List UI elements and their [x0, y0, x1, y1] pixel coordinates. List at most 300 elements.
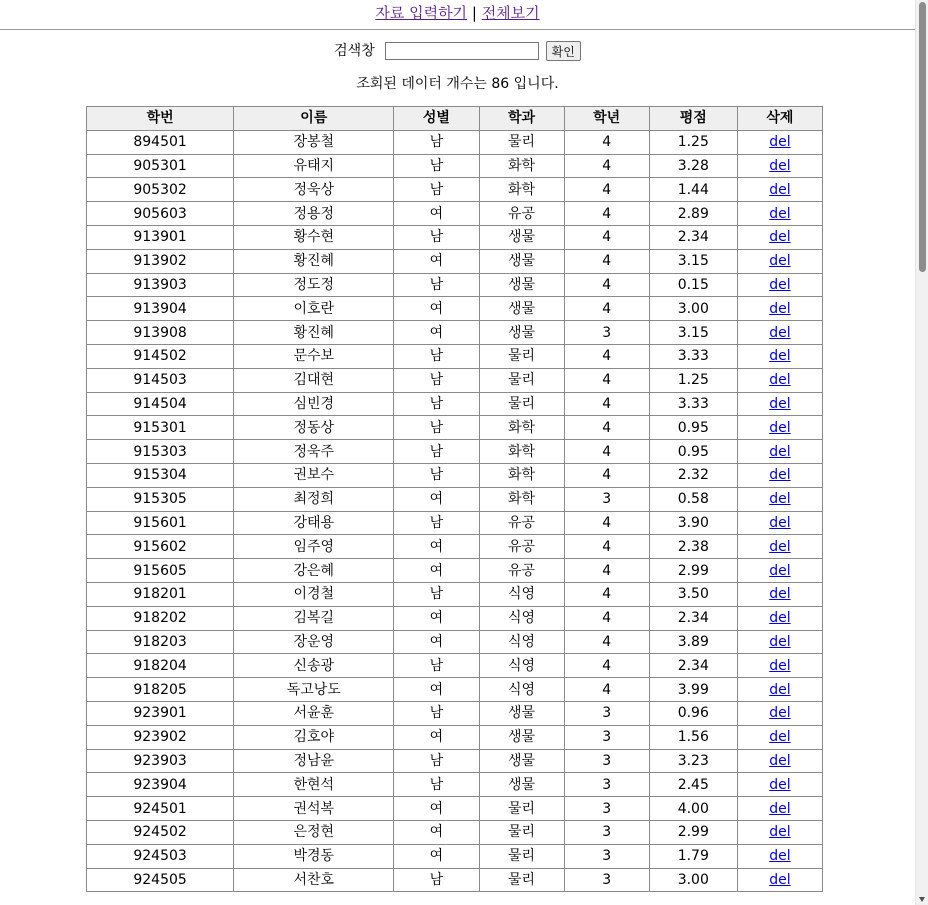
cell-department: 생물 [479, 225, 564, 249]
delete-link[interactable]: del [769, 681, 791, 698]
cell-department: 물리 [479, 844, 564, 868]
student-table [86, 106, 823, 892]
cell-name: 독고낭도 [234, 678, 394, 702]
table-row [87, 416, 823, 440]
cell-grade: 4 [564, 440, 649, 464]
header-gpa: 평점 [649, 107, 737, 131]
delete-link[interactable]: del [769, 729, 791, 746]
cell-gender: 여 [394, 678, 479, 702]
cell-gender: 남 [394, 368, 479, 392]
cell-student-id: 913903 [87, 273, 234, 297]
cell-name: 김복길 [234, 606, 394, 630]
table-body [87, 130, 823, 892]
cell-student-id: 918201 [87, 582, 234, 606]
cell-student-id: 918202 [87, 606, 234, 630]
cell-grade: 4 [564, 392, 649, 416]
table-row [87, 463, 823, 487]
cell-gpa: 3.90 [649, 511, 737, 535]
cell-delete [737, 463, 822, 487]
cell-grade: 3 [564, 820, 649, 844]
table-row [87, 559, 823, 583]
delete-link[interactable]: del [769, 181, 791, 198]
scrollbar-thumb[interactable] [919, 2, 926, 272]
cell-student-id: 915305 [87, 487, 234, 511]
cell-department: 화학 [479, 154, 564, 178]
cell-student-id: 915304 [87, 463, 234, 487]
cell-student-id: 914503 [87, 368, 234, 392]
cell-delete [737, 178, 822, 202]
cell-grade: 4 [564, 249, 649, 273]
table-row [87, 868, 823, 892]
cell-name: 황진혜 [234, 321, 394, 345]
delete-link[interactable]: del [769, 800, 791, 817]
cell-gpa: 2.34 [649, 225, 737, 249]
cell-student-id: 905301 [87, 154, 234, 178]
table-row [87, 297, 823, 321]
delete-link[interactable]: del [769, 300, 791, 317]
cell-student-id: 913904 [87, 297, 234, 321]
cell-student-id: 913908 [87, 321, 234, 345]
cell-name: 정용정 [234, 202, 394, 226]
cell-name: 권보수 [234, 463, 394, 487]
cell-gpa: 2.34 [649, 606, 737, 630]
cell-name: 정남윤 [234, 749, 394, 773]
cell-student-id: 894501 [87, 130, 234, 154]
cell-delete [737, 368, 822, 392]
search-form [0, 40, 915, 62]
nav-divider [0, 29, 915, 30]
table-row [87, 249, 823, 273]
cell-gender: 여 [394, 630, 479, 654]
cell-department: 생물 [479, 773, 564, 797]
cell-gender: 남 [394, 463, 479, 487]
cell-student-id: 915301 [87, 416, 234, 440]
cell-delete [737, 797, 822, 821]
cell-name: 정욱주 [234, 440, 394, 464]
cell-department: 유공 [479, 535, 564, 559]
cell-department: 생물 [479, 273, 564, 297]
cell-grade: 4 [564, 678, 649, 702]
cell-name: 김호야 [234, 725, 394, 749]
cell-name: 김대현 [234, 368, 394, 392]
table-row [87, 535, 823, 559]
cell-gpa: 2.32 [649, 463, 737, 487]
cell-department: 화학 [479, 440, 564, 464]
cell-gpa: 2.45 [649, 773, 737, 797]
cell-gender: 남 [394, 344, 479, 368]
cell-student-id: 923903 [87, 749, 234, 773]
cell-gpa: 0.58 [649, 487, 737, 511]
table-row [87, 749, 823, 773]
cell-name: 유태지 [234, 154, 394, 178]
cell-gpa: 0.96 [649, 701, 737, 725]
search-input[interactable] [385, 42, 539, 60]
cell-gender: 남 [394, 440, 479, 464]
cell-delete [737, 440, 822, 464]
cell-name: 임주영 [234, 535, 394, 559]
cell-delete [737, 202, 822, 226]
nav-separator: | [471, 4, 477, 22]
cell-department: 물리 [479, 392, 564, 416]
cell-grade: 4 [564, 463, 649, 487]
delete-link[interactable]: del [769, 253, 791, 270]
cell-gpa: 0.95 [649, 416, 737, 440]
cell-department: 화학 [479, 463, 564, 487]
cell-gpa: 4.00 [649, 797, 737, 821]
delete-link[interactable]: del [769, 586, 791, 603]
cell-delete [737, 321, 822, 345]
cell-student-id: 924502 [87, 820, 234, 844]
result-count-text: 조회된 데이터 개수는 86 입니다. [356, 76, 559, 92]
cell-grade: 4 [564, 535, 649, 559]
cell-gpa: 2.38 [649, 535, 737, 559]
table-row [87, 368, 823, 392]
cell-name: 신송광 [234, 654, 394, 678]
cell-department: 화학 [479, 416, 564, 440]
cell-gpa: 3.89 [649, 630, 737, 654]
cell-gender: 남 [394, 749, 479, 773]
table-row [87, 225, 823, 249]
scroll-down-arrow-icon[interactable] [919, 897, 925, 902]
delete-link[interactable]: del [769, 705, 791, 722]
cell-name: 은정현 [234, 820, 394, 844]
cell-department: 식영 [479, 654, 564, 678]
cell-gpa: 3.28 [649, 154, 737, 178]
cell-grade: 3 [564, 725, 649, 749]
table-row [87, 202, 823, 226]
cell-department: 식영 [479, 630, 564, 654]
cell-student-id: 923904 [87, 773, 234, 797]
cell-gpa: 2.99 [649, 559, 737, 583]
cell-student-id: 915601 [87, 511, 234, 535]
cell-student-id: 918205 [87, 678, 234, 702]
cell-grade: 4 [564, 654, 649, 678]
cell-department: 화학 [479, 178, 564, 202]
cell-gpa: 3.33 [649, 344, 737, 368]
cell-delete [737, 654, 822, 678]
cell-delete [737, 130, 822, 154]
delete-link[interactable]: del [769, 538, 791, 555]
cell-gender: 남 [394, 225, 479, 249]
cell-name: 한현석 [234, 773, 394, 797]
cell-delete [737, 773, 822, 797]
cell-grade: 4 [564, 178, 649, 202]
cell-student-id: 918203 [87, 630, 234, 654]
header-department: 학과 [479, 107, 564, 131]
cell-delete [737, 701, 822, 725]
cell-gpa: 0.95 [649, 440, 737, 464]
delete-link[interactable]: del [769, 229, 791, 246]
cell-student-id: 913902 [87, 249, 234, 273]
cell-delete [737, 582, 822, 606]
header-name: 이름 [234, 107, 394, 131]
delete-link[interactable]: del [769, 443, 791, 460]
cell-grade: 4 [564, 273, 649, 297]
cell-gender: 남 [394, 273, 479, 297]
cell-gpa: 0.15 [649, 273, 737, 297]
cell-grade: 4 [564, 559, 649, 583]
cell-delete [737, 678, 822, 702]
cell-gpa: 3.50 [649, 582, 737, 606]
delete-link[interactable]: del [769, 514, 791, 531]
cell-name: 이호란 [234, 297, 394, 321]
cell-grade: 4 [564, 130, 649, 154]
cell-delete [737, 344, 822, 368]
table-row [87, 321, 823, 345]
cell-grade: 3 [564, 701, 649, 725]
cell-name: 황수현 [234, 225, 394, 249]
cell-grade: 4 [564, 582, 649, 606]
cell-name: 서윤훈 [234, 701, 394, 725]
delete-link[interactable]: del [769, 610, 791, 627]
cell-gender: 여 [394, 202, 479, 226]
delete-link[interactable]: del [769, 633, 791, 650]
cell-name: 박경동 [234, 844, 394, 868]
cell-grade: 4 [564, 154, 649, 178]
cell-gpa: 3.00 [649, 868, 737, 892]
cell-student-id: 924501 [87, 797, 234, 821]
table-row [87, 606, 823, 630]
cell-gpa: 1.79 [649, 844, 737, 868]
cell-name: 최정희 [234, 487, 394, 511]
cell-gender: 남 [394, 416, 479, 440]
cell-delete [737, 606, 822, 630]
cell-name: 문수보 [234, 344, 394, 368]
cell-grade: 3 [564, 773, 649, 797]
cell-gender: 여 [394, 606, 479, 630]
table-row [87, 178, 823, 202]
cell-department: 생물 [479, 297, 564, 321]
cell-grade: 3 [564, 868, 649, 892]
header-grade: 학년 [564, 107, 649, 131]
top-nav [0, 0, 915, 24]
cell-gender: 남 [394, 130, 479, 154]
cell-student-id: 924505 [87, 868, 234, 892]
cell-gender: 여 [394, 535, 479, 559]
cell-gender: 남 [394, 511, 479, 535]
cell-grade: 3 [564, 321, 649, 345]
cell-delete [737, 725, 822, 749]
delete-link[interactable]: del [769, 419, 791, 436]
delete-link[interactable]: del [769, 776, 791, 793]
header-gender: 성별 [394, 107, 479, 131]
header-delete: 삭제 [737, 107, 822, 131]
table-row [87, 392, 823, 416]
cell-gender: 여 [394, 297, 479, 321]
cell-department: 물리 [479, 130, 564, 154]
cell-gender: 여 [394, 844, 479, 868]
cell-grade: 4 [564, 225, 649, 249]
cell-name: 권석복 [234, 797, 394, 821]
cell-gpa: 3.15 [649, 321, 737, 345]
cell-delete [737, 868, 822, 892]
cell-gender: 남 [394, 868, 479, 892]
cell-gpa: 3.99 [649, 678, 737, 702]
cell-gender: 남 [394, 178, 479, 202]
cell-grade: 3 [564, 487, 649, 511]
cell-department: 물리 [479, 797, 564, 821]
vertical-scrollbar[interactable] [915, 0, 928, 905]
delete-link[interactable]: del [769, 491, 791, 508]
delete-link[interactable]: del [769, 562, 791, 579]
table-row [87, 844, 823, 868]
table-row [87, 273, 823, 297]
cell-name: 정욱상 [234, 178, 394, 202]
table-row [87, 797, 823, 821]
cell-department: 물리 [479, 868, 564, 892]
cell-grade: 4 [564, 416, 649, 440]
cell-grade: 3 [564, 797, 649, 821]
cell-department: 식영 [479, 606, 564, 630]
delete-link[interactable]: del [769, 848, 791, 865]
cell-delete [737, 225, 822, 249]
cell-student-id: 923901 [87, 701, 234, 725]
cell-delete [737, 249, 822, 273]
cell-name: 장운영 [234, 630, 394, 654]
cell-student-id: 914502 [87, 344, 234, 368]
cell-gender: 남 [394, 582, 479, 606]
delete-link[interactable]: del [769, 467, 791, 484]
cell-gender: 남 [394, 154, 479, 178]
cell-gpa: 1.25 [649, 368, 737, 392]
cell-gpa: 3.15 [649, 249, 737, 273]
delete-link[interactable]: del [769, 134, 791, 151]
cell-name: 심빈경 [234, 392, 394, 416]
cell-department: 생물 [479, 725, 564, 749]
cell-name: 황진혜 [234, 249, 394, 273]
delete-link[interactable]: del [769, 324, 791, 341]
cell-grade: 3 [564, 749, 649, 773]
cell-department: 식영 [479, 582, 564, 606]
table-row [87, 725, 823, 749]
cell-gender: 여 [394, 487, 479, 511]
cell-gender: 여 [394, 725, 479, 749]
cell-name: 강은혜 [234, 559, 394, 583]
cell-gpa: 2.34 [649, 654, 737, 678]
delete-link[interactable]: del [769, 824, 791, 841]
table-row [87, 678, 823, 702]
cell-grade: 4 [564, 511, 649, 535]
delete-link[interactable]: del [769, 372, 791, 389]
cell-delete [737, 749, 822, 773]
input-data-link[interactable]: 자료 입력하기 [375, 4, 468, 22]
cell-student-id: 918204 [87, 654, 234, 678]
delete-link[interactable]: del [769, 276, 791, 293]
cell-delete [737, 511, 822, 535]
cell-name: 서찬호 [234, 868, 394, 892]
cell-department: 물리 [479, 344, 564, 368]
table-row [87, 344, 823, 368]
cell-name: 이경철 [234, 582, 394, 606]
cell-department: 물리 [479, 820, 564, 844]
cell-delete [737, 416, 822, 440]
table-header-row [87, 107, 823, 131]
delete-link[interactable]: del [769, 395, 791, 412]
cell-gender: 여 [394, 321, 479, 345]
cell-grade: 4 [564, 297, 649, 321]
cell-student-id: 923902 [87, 725, 234, 749]
cell-gender: 여 [394, 249, 479, 273]
cell-gpa: 2.89 [649, 202, 737, 226]
cell-delete [737, 273, 822, 297]
cell-department: 생물 [479, 701, 564, 725]
cell-student-id: 905603 [87, 202, 234, 226]
cell-delete [737, 844, 822, 868]
table-row [87, 440, 823, 464]
delete-link[interactable]: del [769, 871, 791, 888]
search-submit-button[interactable]: 확인 [546, 41, 581, 61]
cell-grade: 4 [564, 606, 649, 630]
header-student-id: 학번 [87, 107, 234, 131]
cell-student-id: 914504 [87, 392, 234, 416]
view-all-link[interactable]: 전체보기 [481, 4, 540, 22]
cell-student-id: 915303 [87, 440, 234, 464]
cell-gpa: 3.33 [649, 392, 737, 416]
cell-department: 생물 [479, 249, 564, 273]
cell-delete [737, 535, 822, 559]
cell-gender: 여 [394, 797, 479, 821]
cell-department: 유공 [479, 559, 564, 583]
delete-link[interactable]: del [769, 348, 791, 365]
cell-gpa: 1.44 [649, 178, 737, 202]
cell-gender: 여 [394, 559, 479, 583]
delete-link[interactable]: del [769, 157, 791, 174]
table-row [87, 630, 823, 654]
cell-department: 유공 [479, 511, 564, 535]
cell-delete [737, 154, 822, 178]
cell-delete [737, 487, 822, 511]
cell-delete [737, 392, 822, 416]
table-row [87, 130, 823, 154]
cell-grade: 4 [564, 630, 649, 654]
table-row [87, 773, 823, 797]
cell-student-id: 913901 [87, 225, 234, 249]
table-row [87, 487, 823, 511]
search-label: 검색창 [334, 43, 375, 59]
cell-department: 생물 [479, 749, 564, 773]
cell-gpa: 3.23 [649, 749, 737, 773]
cell-grade: 4 [564, 368, 649, 392]
cell-grade: 3 [564, 844, 649, 868]
cell-name: 강태용 [234, 511, 394, 535]
table-row [87, 154, 823, 178]
cell-name: 정동상 [234, 416, 394, 440]
table-row [87, 654, 823, 678]
cell-gender: 남 [394, 654, 479, 678]
cell-name: 장봉철 [234, 130, 394, 154]
table-row [87, 701, 823, 725]
cell-gender: 남 [394, 701, 479, 725]
cell-gpa: 2.99 [649, 820, 737, 844]
cell-gpa: 1.25 [649, 130, 737, 154]
table-row [87, 582, 823, 606]
cell-gender: 여 [394, 820, 479, 844]
table-row [87, 511, 823, 535]
cell-grade: 4 [564, 202, 649, 226]
cell-delete [737, 820, 822, 844]
table-row [87, 820, 823, 844]
cell-department: 화학 [479, 487, 564, 511]
cell-department: 유공 [479, 202, 564, 226]
cell-student-id: 905302 [87, 178, 234, 202]
delete-link[interactable]: del [769, 752, 791, 769]
cell-department: 식영 [479, 678, 564, 702]
cell-delete [737, 559, 822, 583]
cell-student-id: 924503 [87, 844, 234, 868]
cell-department: 물리 [479, 368, 564, 392]
delete-link[interactable]: del [769, 205, 791, 222]
delete-link[interactable]: del [769, 657, 791, 674]
